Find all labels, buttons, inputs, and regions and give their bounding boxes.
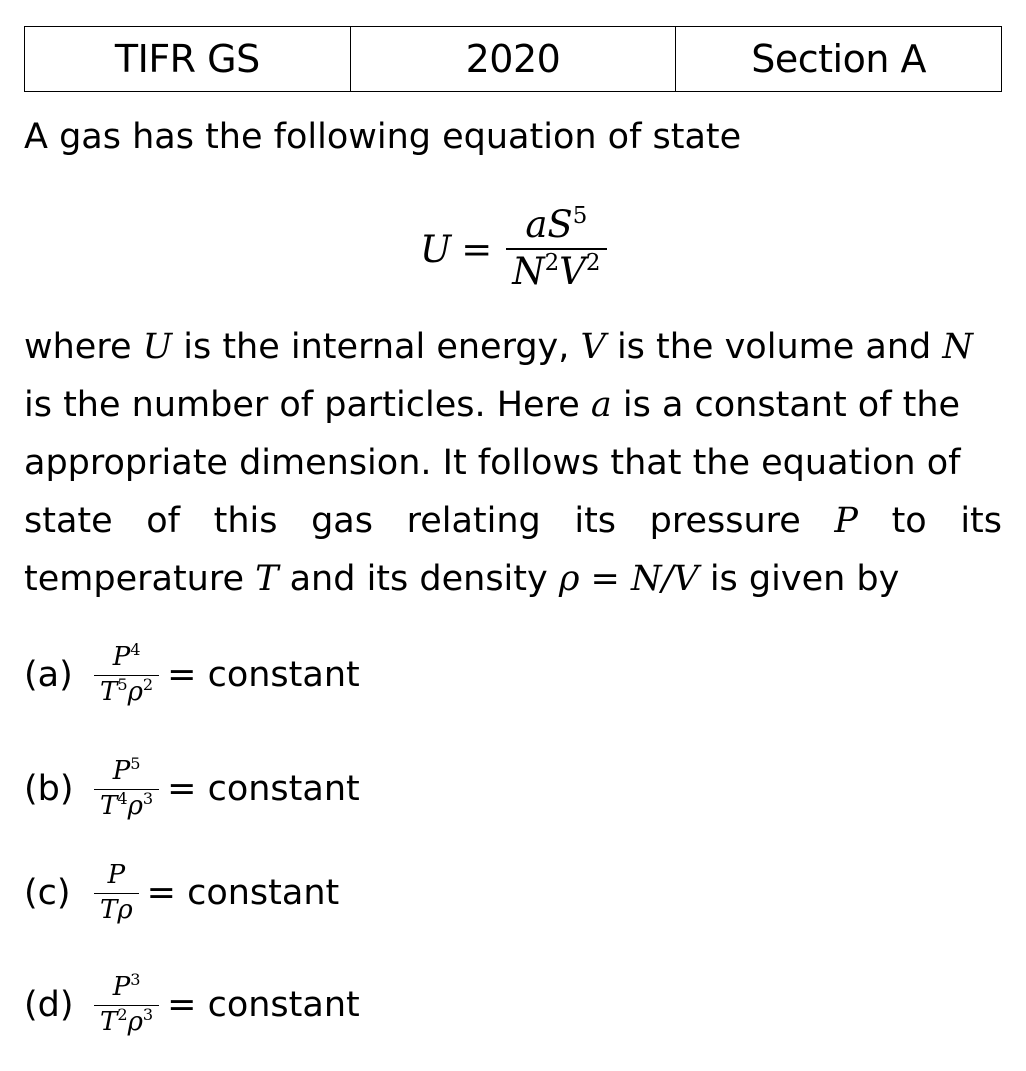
equation-numerator-exp: 5: [572, 202, 588, 229]
option-den-t-exp: 5: [117, 674, 128, 694]
equation-denominator: [506, 248, 606, 292]
var-v: V: [580, 327, 606, 367]
option-den-rho: ρ: [127, 1006, 143, 1037]
header-cell-year: 2020: [350, 27, 676, 92]
density-expression: ρ = N/V: [558, 559, 699, 599]
option-num-exp: 5: [130, 754, 141, 774]
option-den-t-exp: 4: [117, 788, 128, 808]
body-word: relating: [406, 501, 541, 541]
body-word: this: [213, 501, 278, 541]
option-den-rho-exp: 3: [142, 788, 154, 808]
var-t: T: [255, 559, 279, 599]
body-line-1: [24, 318, 1002, 376]
option-num-base: P: [112, 642, 131, 673]
equation-denominator-v-exp: 2: [585, 249, 601, 276]
question-intro: A gas has the following equation of state: [24, 117, 742, 157]
option-den-rho: ρ: [127, 790, 143, 821]
option-numerator: [107, 970, 147, 1004]
body-text: is given by: [698, 559, 900, 599]
option-fraction: [94, 862, 139, 924]
equation-denominator-n: N: [512, 250, 545, 293]
body-line-3: [24, 434, 1002, 492]
body-line-1-text: [24, 318, 973, 376]
body-text: temperature: [24, 559, 256, 599]
var-p: P: [834, 501, 858, 541]
option-num-base: P: [112, 972, 131, 1003]
option-fraction: [94, 970, 159, 1037]
header-cell-section: Section A: [676, 27, 1002, 92]
body-word: of: [146, 501, 181, 541]
option-a[interactable]: [24, 630, 360, 720]
option-denominator: [94, 1005, 159, 1036]
option-tail: = constant: [167, 655, 360, 695]
option-num-exp: 3: [130, 970, 141, 990]
var-u: U: [142, 327, 173, 367]
option-numerator: [102, 862, 132, 892]
option-num-exp: 4: [130, 640, 141, 660]
body-text: is the internal energy,: [172, 327, 581, 367]
option-num-base: P: [112, 756, 131, 787]
option-fraction: [94, 640, 159, 707]
option-label: (d): [24, 985, 74, 1025]
body-line-5: [24, 550, 1002, 608]
option-den-t: T: [100, 894, 118, 925]
option-den-t-exp: 2: [117, 1004, 128, 1024]
var-a: a: [590, 385, 612, 425]
header-cell-exam: TIFR GS: [25, 27, 351, 92]
body-text: is the volume and: [605, 327, 943, 367]
equation-numerator-base: aS: [525, 203, 573, 247]
equation-denominator-v: V: [559, 250, 586, 293]
option-label: (b): [24, 769, 74, 809]
option-den-rho-exp: 3: [142, 1004, 154, 1024]
body-text: where: [24, 327, 143, 367]
body-text: is the number of particles. Here: [24, 385, 591, 425]
body-word: its: [960, 501, 1002, 541]
option-c[interactable]: [24, 848, 339, 938]
body-word: its: [574, 501, 617, 541]
option-den-rho: ρ: [117, 894, 133, 925]
option-den-t: T: [100, 676, 118, 707]
option-numerator: [107, 640, 147, 674]
option-denominator: [94, 675, 159, 706]
option-denominator: [94, 789, 159, 820]
equation-lhs: U: [420, 227, 452, 271]
option-tail: = constant: [146, 873, 340, 913]
option-numerator: [107, 754, 147, 788]
equation-denominator-n-exp: 2: [544, 249, 560, 276]
body-word: pressure: [649, 501, 801, 541]
body-word: gas: [311, 501, 373, 541]
equation-numerator: [519, 202, 593, 248]
question-body: [24, 318, 1002, 608]
option-b[interactable]: [24, 744, 360, 834]
header-table: [24, 26, 1002, 92]
option-den-t: T: [100, 1006, 118, 1037]
body-text: appropriate dimension. It follows that the equation of: [24, 443, 961, 483]
option-label: (c): [24, 873, 71, 913]
option-d[interactable]: [24, 960, 360, 1050]
body-line-4: [24, 492, 1002, 550]
equation-equals: =: [461, 227, 493, 271]
option-den-t: T: [100, 790, 118, 821]
body-text: is a constant of the: [611, 385, 961, 425]
option-den-rho: ρ: [127, 676, 143, 707]
body-line-2-text: [24, 376, 960, 434]
option-label: (a): [24, 655, 73, 695]
equation-of-state: [420, 194, 611, 304]
option-tail: = constant: [167, 769, 360, 809]
body-line-2: [24, 376, 1002, 434]
option-num-base: P: [107, 860, 126, 891]
body-word: to: [891, 501, 927, 541]
header-row: [25, 27, 1002, 92]
option-den-rho-exp: 2: [142, 674, 154, 694]
body-word: state: [24, 501, 113, 541]
option-tail: = constant: [167, 985, 360, 1025]
option-fraction: [94, 754, 159, 821]
equation-fraction: [506, 202, 606, 293]
body-text: and its density: [278, 559, 559, 599]
var-n: N: [942, 327, 973, 367]
option-denominator: [94, 893, 139, 924]
